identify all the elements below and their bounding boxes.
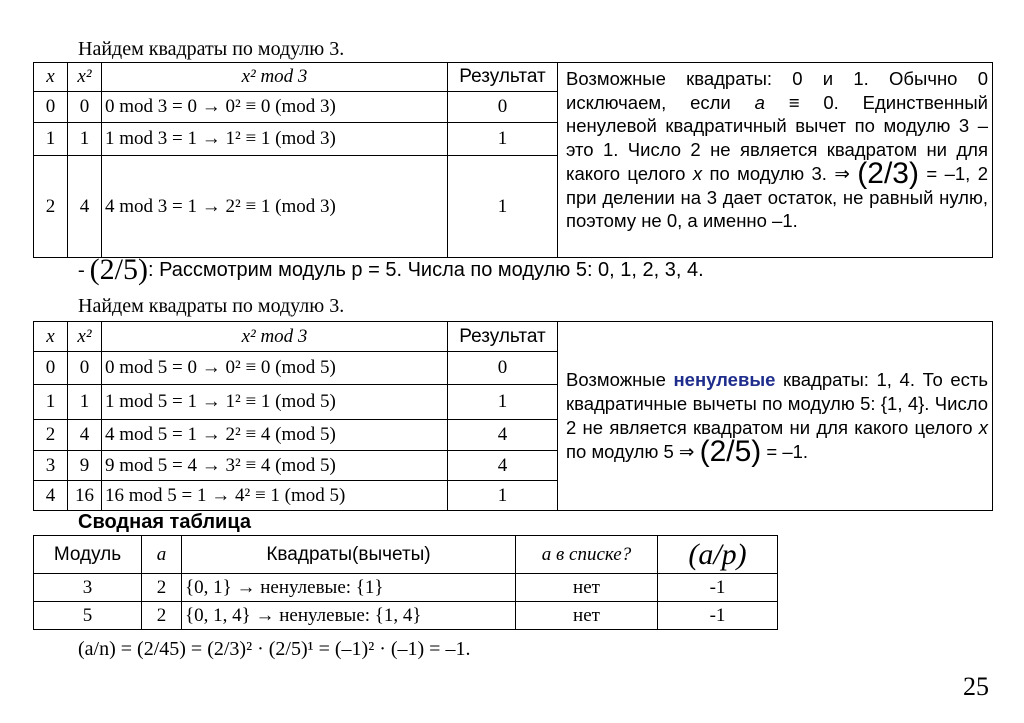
table-row: 0 0 0 mod 5 = 0 → 0² ≡ 0 (mod 5) 0 <box>34 352 993 385</box>
table-row: 0 0 0 mod 3 = 0 → 0² ≡ 0 (mod 3) 0 <box>34 92 993 123</box>
header-in-list: a в списке? <box>516 536 658 574</box>
table-row: 3 2 {0, 1} → ненулевые: {1} нет -1 <box>34 574 778 602</box>
summary-title: Сводная таблица <box>78 511 251 533</box>
table2-explanation: Возможные ненулевые квадраты: 1, 4. То есть квадратичные вычеты по модулю 5: {1, 4}. Число 2 не является квадратом ни для какого целого x по модулю 5 ⇒ (2/5) = –1. <box>558 322 993 511</box>
legendre-symbol-2-3: (2/3) <box>857 156 919 190</box>
table-row: 4 16 16 mod 5 = 1 → 4² ≡ 1 (mod 5) 1 <box>34 481 993 511</box>
header-result: Результат <box>448 63 558 92</box>
page-number: 25 <box>963 672 989 701</box>
table-header-row <box>34 322 993 352</box>
highlight-nonzero: ненулевые <box>673 369 776 391</box>
legendre-symbol-2-5: (2/5) <box>89 253 148 286</box>
legendre-symbol-2-5-side: (2/5) <box>699 434 762 468</box>
header-x: x <box>34 63 68 92</box>
header-x: x <box>34 322 68 352</box>
table-row: 1 1 1 mod 5 = 1 → 1² ≡ 1 (mod 5) 1 <box>34 385 993 420</box>
table-header-row <box>34 536 778 574</box>
table1-explanation: Возможные квадраты: 0 и 1. Обычно 0 исключаем, если a ≡ 0. Единственный ненулевой квадратичный вычет по модулю 3 – это 1. Число 2 не является квадратом ни для какого целого x по модулю 3. ⇒ (2/3) = –1, 2 при делении на 3 дает остаток, не равный нулю, поэтому не 0, а именно –1. <box>558 63 993 258</box>
table-squares-mod-5 <box>33 321 993 511</box>
header-legendre: (a/p) <box>658 536 778 574</box>
table-header-row <box>34 63 993 92</box>
header-x-squared: x² <box>68 322 102 352</box>
header-squares: Квадраты(вычеты) <box>182 536 516 574</box>
header-result: Результат <box>448 322 558 352</box>
header-x-squared: x² <box>68 63 102 92</box>
table-row: 3 9 9 mod 5 = 4 → 3² ≡ 4 (mod 5) 4 <box>34 451 993 481</box>
header-modulus: Модуль <box>34 536 142 574</box>
summary-table <box>33 535 778 630</box>
heading-1: Найдем квадраты по модулю 3. <box>78 38 345 60</box>
table-row: 2 4 4 mod 3 = 1 → 2² ≡ 1 (mod 3) 1 <box>34 156 993 258</box>
modulus-5-intro: - (2/5): Рассмотрим модуль p = 5. Числа по модулю 5: 0, 1, 2, 3, 4. <box>78 253 704 286</box>
header-a: a <box>142 536 182 574</box>
jacobi-formula: (a/n) = (2/45) = (2/3)² · (2/5)¹ = (–1)² · (–1) = –1. <box>78 638 471 660</box>
heading-2: Найдем квадраты по модулю 3. <box>78 295 345 317</box>
table-row: 1 1 1 mod 3 = 1 → 1² ≡ 1 (mod 3) 1 <box>34 123 993 156</box>
table-squares-mod-3 <box>33 62 993 258</box>
table-row: 2 4 4 mod 5 = 1 → 2² ≡ 4 (mod 5) 4 <box>34 420 993 451</box>
header-x2-mod: x² mod 3 <box>102 63 448 92</box>
header-x2-mod: x² mod 3 <box>102 322 448 352</box>
table-row: 5 2 {0, 1, 4} → ненулевые: {1, 4} нет -1 <box>34 602 778 630</box>
